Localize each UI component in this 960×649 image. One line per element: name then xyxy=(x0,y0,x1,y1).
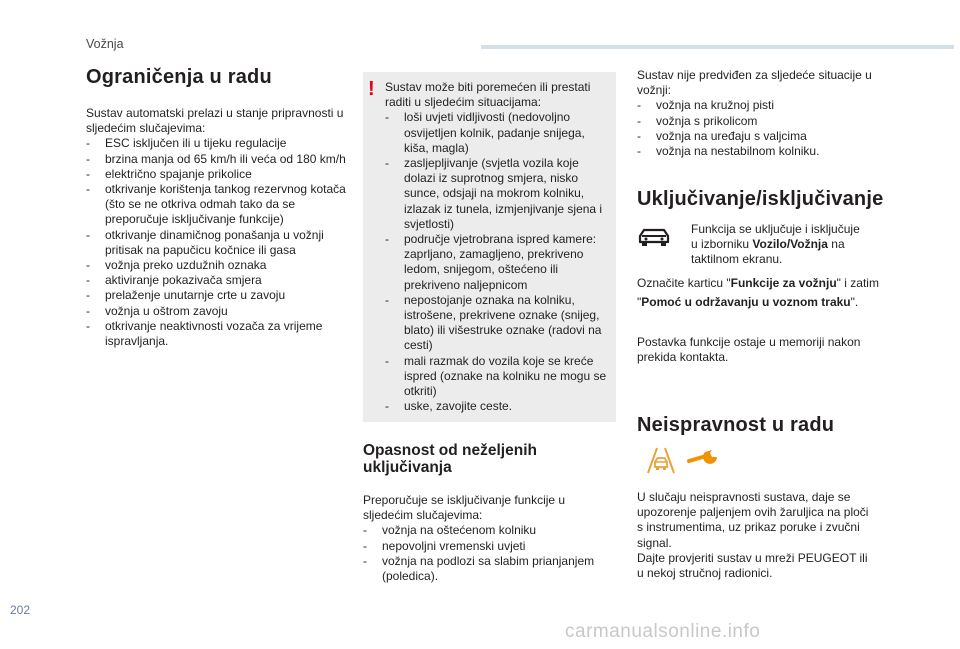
list-item: - uske, zavojite ceste. xyxy=(385,399,608,414)
not-intended-intro: Sustav nije predviđen za sljedeće situacije u vožnji: xyxy=(637,68,872,98)
onoff-memory: Postavka funkcije ostaje u memoriji nakon prekida kontakta. xyxy=(637,335,861,365)
list-item: - vožnja na kružnoj pisti xyxy=(637,98,877,113)
list-item: - vožnja na nestabilnom kolniku. xyxy=(637,144,877,159)
onoff-func-text-end: na taktilnom ekranu. xyxy=(691,237,845,267)
onoff-help-name: Pomoć u održavanju u voznom traku xyxy=(641,295,851,309)
list-item: - vožnja u oštrom zavoju xyxy=(86,304,348,319)
section-header: Vožnja xyxy=(86,37,124,51)
list-item: - vožnja na podlozi sa slabim prianjanjem (poledica). xyxy=(363,554,603,584)
list-item: - područje vjetrobrana ispred kamere: zaprljano, zamagljeno, prekriveno ledom, snijegom, oštećeno ili prekriveno naljepnicom xyxy=(385,232,608,293)
list-item: - otkrivanje dinamičnog ponašanja u vožnji pritisak na papučicu kočnice ili gasa xyxy=(86,228,348,258)
onoff-tab-text: Označite karticu " xyxy=(637,276,731,290)
list-item: - električno spajanje prikolice xyxy=(86,167,348,182)
onoff-tab-name: Funkcije za vožnju xyxy=(730,276,837,290)
unwanted-title: Opasnost od neželjenih uključivanja xyxy=(363,442,537,476)
fault-text2: Dajte provjeriti sustav u mreži PEUGEOT ili u nekoj stručnoj radionici. xyxy=(637,551,868,581)
onoff-tab-text-end: " i zatim xyxy=(836,276,879,290)
list-item: - prelaženje unutarnje crte u zavoju xyxy=(86,288,348,303)
list-item: - brzina manja od 65 km/h ili veća od 180 km/h xyxy=(86,152,348,167)
onoff-help xyxy=(637,295,907,310)
warning-exclamation-icon: ! xyxy=(368,78,375,100)
lane-warning-icon xyxy=(644,445,678,475)
onoff-help-quote: " xyxy=(637,295,642,309)
list-item: - loši uvjeti vidljivosti (nedovoljno osvijetljen kolnik, padanje snijega, kiša, magla) xyxy=(385,110,608,156)
fault-title: Neispravnost u radu xyxy=(637,414,835,436)
watermark: carmanualsonline.info xyxy=(565,621,761,642)
list-item: - vožnja na oštećenom kolniku xyxy=(363,523,603,538)
onoff-help-quote-end: ". xyxy=(850,295,859,309)
list-item: - mali razmak do vozila koje se kreće ispred (oznake na kolniku ne mogu se otkriti) xyxy=(385,354,608,400)
column-limitations xyxy=(86,66,348,349)
warning-content xyxy=(385,80,608,414)
not-intended-list xyxy=(637,98,877,159)
limitations-list xyxy=(86,136,348,349)
list-item: - otkrivanje korištenja tankog rezervnog kotača (što se ne otkriva odmah tako da se preporučuje isključivanje funkcije) xyxy=(86,182,348,228)
list-item: - vožnja s prikolicom xyxy=(637,114,877,129)
list-item: - nepovoljni vremenski uvjeti xyxy=(363,539,603,554)
unwanted-intro: Preporučuje se isključivanje funkcije u sljedećim slučajevima: xyxy=(363,493,566,523)
list-item: - otkrivanje neaktivnosti vozača za vrijeme ispravljanja. xyxy=(86,319,348,349)
unwanted-section xyxy=(363,442,603,584)
warning-list xyxy=(385,110,608,414)
page-number: 202 xyxy=(10,603,31,617)
list-item: - zasljepljivanje (svjetla vozila koje dolazi iz suprotnog smjera, nisko sunce, odsjaji na mokrom kolniku, izlazak iz tunela, izmjenjivanje sjena i svjetlosti) xyxy=(385,156,608,232)
list-item: - vožnja na uređaju s valjcima xyxy=(637,129,877,144)
list-item: - ESC isključen ili u tijeku regulacije xyxy=(86,136,348,151)
onoff-title: Uključivanje/isključivanje xyxy=(637,188,884,210)
not-intended-section xyxy=(637,68,877,159)
onoff-func xyxy=(691,222,861,268)
onoff-tab xyxy=(637,276,897,291)
wrench-icon xyxy=(686,448,720,470)
header-bar xyxy=(481,45,954,49)
unwanted-list xyxy=(363,523,603,584)
onoff-menu-name: Vozilo/Vožnja xyxy=(752,237,828,252)
onoff-func-text: Funkcija se uključuje i isključuje u izborniku xyxy=(691,222,860,252)
list-item: - nepostojanje oznaka na kolniku, istrošene, prekrivene oznake (snijeg, blato) ili višestruke oznake (radovi na cesti) xyxy=(385,293,608,354)
limitations-intro: Sustav automatski prelazi u stanje pripravnosti u sljedećim slučajevima: xyxy=(86,106,344,136)
car-dashboard-icon xyxy=(636,226,672,248)
list-item: - vožnja preko uzdužnih oznaka xyxy=(86,258,348,273)
warning-intro: Sustav može biti poremećen ili prestati raditi u sljedećim situacijama: xyxy=(385,80,591,110)
limitations-title: Ograničenja u radu xyxy=(86,66,272,88)
fault-text: U slučaju neispravnosti sustava, daje se upozorenje paljenjem ovih žaruljica na ploči s instrumentima, uz prikaz poruke i zvučni signal. xyxy=(637,490,869,550)
list-item: - aktiviranje pokazivača smjera xyxy=(86,273,348,288)
